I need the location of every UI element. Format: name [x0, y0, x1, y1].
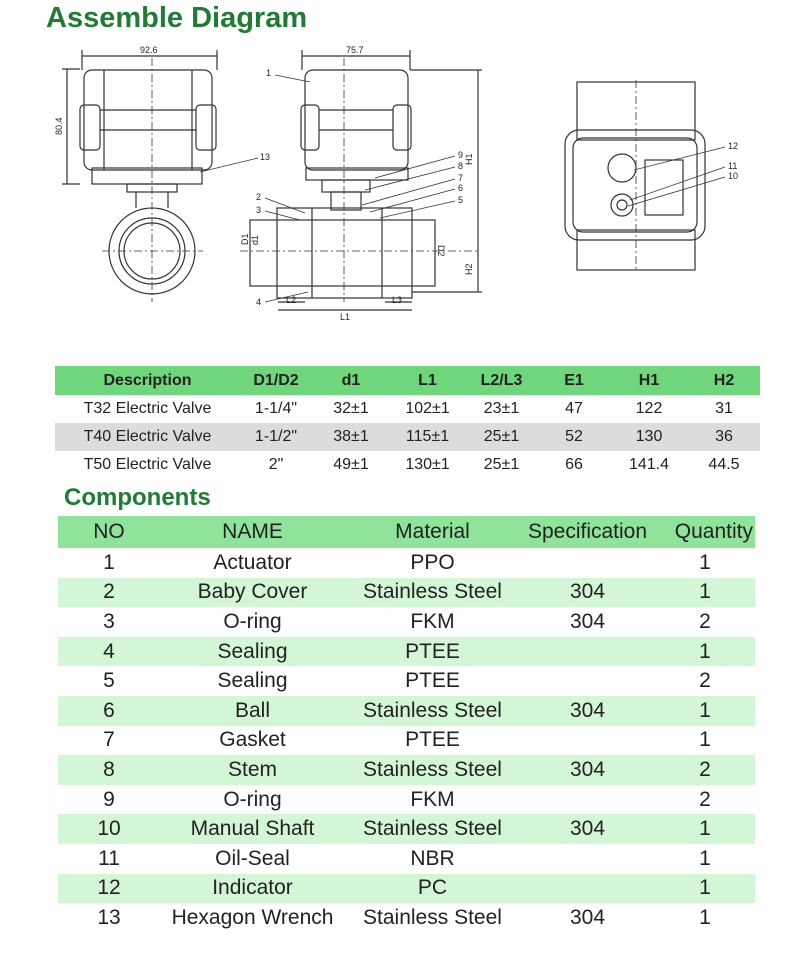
no-cell: 3: [103, 609, 115, 633]
name-cell: Hexagon Wrench: [171, 905, 334, 929]
svg-text:10: 10: [728, 171, 739, 181]
table-row: [58, 666, 755, 696]
name-cell: Sealing: [160, 637, 345, 667]
table-row: [58, 726, 755, 756]
header-name: NAME: [160, 516, 345, 548]
name-cell: Actuator: [213, 550, 292, 574]
specification-cell: [520, 637, 655, 667]
svg-text:H1: H1: [464, 153, 474, 165]
name-cell: O-ring: [223, 787, 282, 811]
e1-cell: 66: [565, 456, 583, 473]
svg-text:5: 5: [458, 195, 464, 205]
no-cell: 8: [58, 755, 160, 785]
l2-l3-cell: 23±1: [483, 400, 520, 417]
d1-d2-cell: 2": [268, 456, 284, 473]
specification-cell: 304: [520, 578, 655, 608]
header-l2-l3: L2/L3: [465, 366, 538, 395]
table-row: [58, 578, 755, 608]
table-row: [58, 607, 755, 637]
table-row: [58, 903, 755, 933]
table-row: [58, 814, 755, 844]
no-cell: 2: [58, 578, 160, 608]
material-cell: NBR: [410, 846, 455, 870]
no-cell: 6: [58, 696, 160, 726]
components-table: [58, 516, 755, 933]
no-cell: 4: [58, 637, 160, 667]
components-title: Components: [64, 484, 211, 511]
svg-text:L3: L3: [392, 295, 403, 305]
svg-text:6: 6: [458, 183, 464, 193]
svg-text:D1: D1: [240, 233, 250, 245]
e1-cell: 47: [565, 400, 583, 417]
table-row: [58, 785, 755, 815]
name-cell: Ball: [160, 696, 345, 726]
quantity-cell: 2: [699, 669, 711, 693]
specification-cell: 304: [569, 905, 606, 929]
l2-l3-cell: 25±1: [483, 456, 520, 473]
no-cell: 12: [58, 874, 160, 904]
specification-cell: 304: [520, 696, 655, 726]
specification-cell: [520, 548, 655, 578]
description-cell: T50 Electric Valve: [83, 456, 212, 473]
material-cell: PC: [345, 874, 520, 904]
h2-cell: 44.5: [708, 456, 740, 473]
material-cell: FKM: [410, 609, 455, 633]
top-view: [565, 80, 738, 272]
specification-cell: 304: [569, 609, 606, 633]
svg-text:H2: H2: [464, 263, 474, 275]
material-cell: Stainless Steel: [345, 814, 520, 844]
name-cell: Oil-Seal: [215, 846, 290, 870]
d1-cell: 32±1: [333, 400, 369, 417]
header-specification: Specification: [520, 516, 655, 548]
quantity-cell: 1: [655, 637, 755, 667]
quantity-cell: 1: [655, 814, 755, 844]
front-view: [54, 45, 270, 302]
svg-text:7: 7: [458, 173, 464, 183]
h2-cell: 31: [715, 400, 733, 417]
components-header-row: [58, 516, 755, 548]
l1-cell: 102±1: [405, 400, 450, 417]
l1-cell: 115±1: [390, 423, 465, 451]
specification-cell: [520, 844, 655, 874]
d1-cell: 38±1: [312, 423, 390, 451]
quantity-cell: 2: [655, 755, 755, 785]
svg-text:2: 2: [256, 192, 262, 202]
no-cell: 1: [103, 550, 115, 574]
quantity-cell: 1: [699, 905, 711, 929]
name-cell: Stem: [160, 755, 345, 785]
assembly-diagram: [0, 40, 805, 340]
material-cell: PPO: [410, 550, 455, 574]
svg-text:11: 11: [728, 161, 738, 171]
material-cell: Stainless Steel: [345, 755, 520, 785]
side-view: [240, 45, 482, 322]
quantity-cell: 1: [699, 846, 711, 870]
d1-cell: 49±1: [333, 456, 369, 473]
h1-cell: 130: [610, 423, 688, 451]
description-cell: T32 Electric Valve: [83, 400, 212, 417]
description-cell: T40 Electric Valve: [55, 423, 240, 451]
svg-text:3: 3: [256, 205, 262, 215]
table-row: [58, 696, 755, 726]
name-cell: O-ring: [223, 609, 282, 633]
svg-text:4: 4: [256, 297, 262, 307]
specification-cell: 304: [520, 814, 655, 844]
quantity-cell: 1: [655, 696, 755, 726]
header-h2: H2: [688, 366, 760, 395]
material-cell: FKM: [410, 787, 455, 811]
material-cell: PTEE: [405, 728, 460, 752]
table-row: [58, 844, 755, 874]
svg-text:80.4: 80.4: [54, 117, 64, 135]
header-d1-d2: D1/D2: [240, 366, 312, 395]
header-h1: H1: [610, 366, 688, 395]
header-quantity: Quantity: [655, 516, 755, 548]
header-no: NO: [58, 516, 160, 548]
table-row: [55, 395, 760, 423]
no-cell: 5: [103, 669, 115, 693]
specification-cell: 304: [520, 755, 655, 785]
svg-text:12: 12: [728, 141, 739, 151]
no-cell: 9: [103, 787, 115, 811]
h1-cell: 122: [635, 400, 663, 417]
table-row: [58, 874, 755, 904]
no-cell: 10: [58, 814, 160, 844]
specification-table: [55, 366, 760, 479]
material-cell: Stainless Steel: [363, 905, 502, 929]
d1-d2-cell: 1-1/4": [254, 400, 298, 417]
header-description: Description: [55, 366, 240, 395]
table-row: [55, 423, 760, 451]
quantity-cell: 1: [699, 550, 711, 574]
svg-text:92.6: 92.6: [140, 45, 158, 55]
name-cell: Sealing: [217, 669, 288, 693]
table-row: [58, 548, 755, 578]
quantity-cell: 1: [699, 728, 711, 752]
quantity-cell: 1: [655, 874, 755, 904]
table-row: [58, 637, 755, 667]
l1-cell: 130±1: [405, 456, 450, 473]
svg-text:13: 13: [260, 152, 271, 162]
header-d1: d1: [312, 366, 390, 395]
quantity-cell: 2: [699, 609, 711, 633]
no-cell: 7: [103, 728, 115, 752]
name-cell: Manual Shaft: [160, 814, 345, 844]
svg-text:d1: d1: [250, 234, 260, 245]
name-cell: Gasket: [219, 728, 286, 752]
page-title: Assemble Diagram: [46, 2, 308, 34]
name-cell: Indicator: [160, 874, 345, 904]
svg-text:L2: L2: [286, 295, 297, 305]
material-cell: Stainless Steel: [345, 578, 520, 608]
h1-cell: 141.4: [628, 456, 670, 473]
svg-text:D2: D2: [436, 245, 446, 257]
material-cell: PTEE: [345, 637, 520, 667]
svg-text:75.7: 75.7: [346, 45, 364, 55]
quantity-cell: 1: [655, 578, 755, 608]
specification-cell: [520, 666, 655, 696]
specification-cell: [520, 874, 655, 904]
specification-cell: [520, 726, 655, 756]
svg-text:1: 1: [266, 68, 272, 78]
name-cell: Baby Cover: [160, 578, 345, 608]
d1-d2-cell: 1-1/2": [240, 423, 312, 451]
header-l1: L1: [390, 366, 465, 395]
quantity-cell: 2: [699, 787, 711, 811]
header-e1: E1: [538, 366, 610, 395]
material-cell: Stainless Steel: [345, 696, 520, 726]
no-cell: 13: [97, 905, 121, 929]
spec-header-row: [55, 366, 760, 395]
no-cell: 11: [98, 846, 120, 870]
svg-text:8: 8: [458, 161, 464, 171]
specification-cell: [520, 785, 655, 815]
svg-text:9: 9: [458, 150, 464, 160]
table-row: [55, 451, 760, 479]
table-row: [58, 755, 755, 785]
h2-cell: 36: [688, 423, 760, 451]
svg-text:L1: L1: [340, 312, 351, 322]
l2-l3-cell: 25±1: [465, 423, 538, 451]
e1-cell: 52: [538, 423, 610, 451]
material-cell: PTEE: [405, 669, 460, 693]
header-material: Material: [345, 516, 520, 548]
